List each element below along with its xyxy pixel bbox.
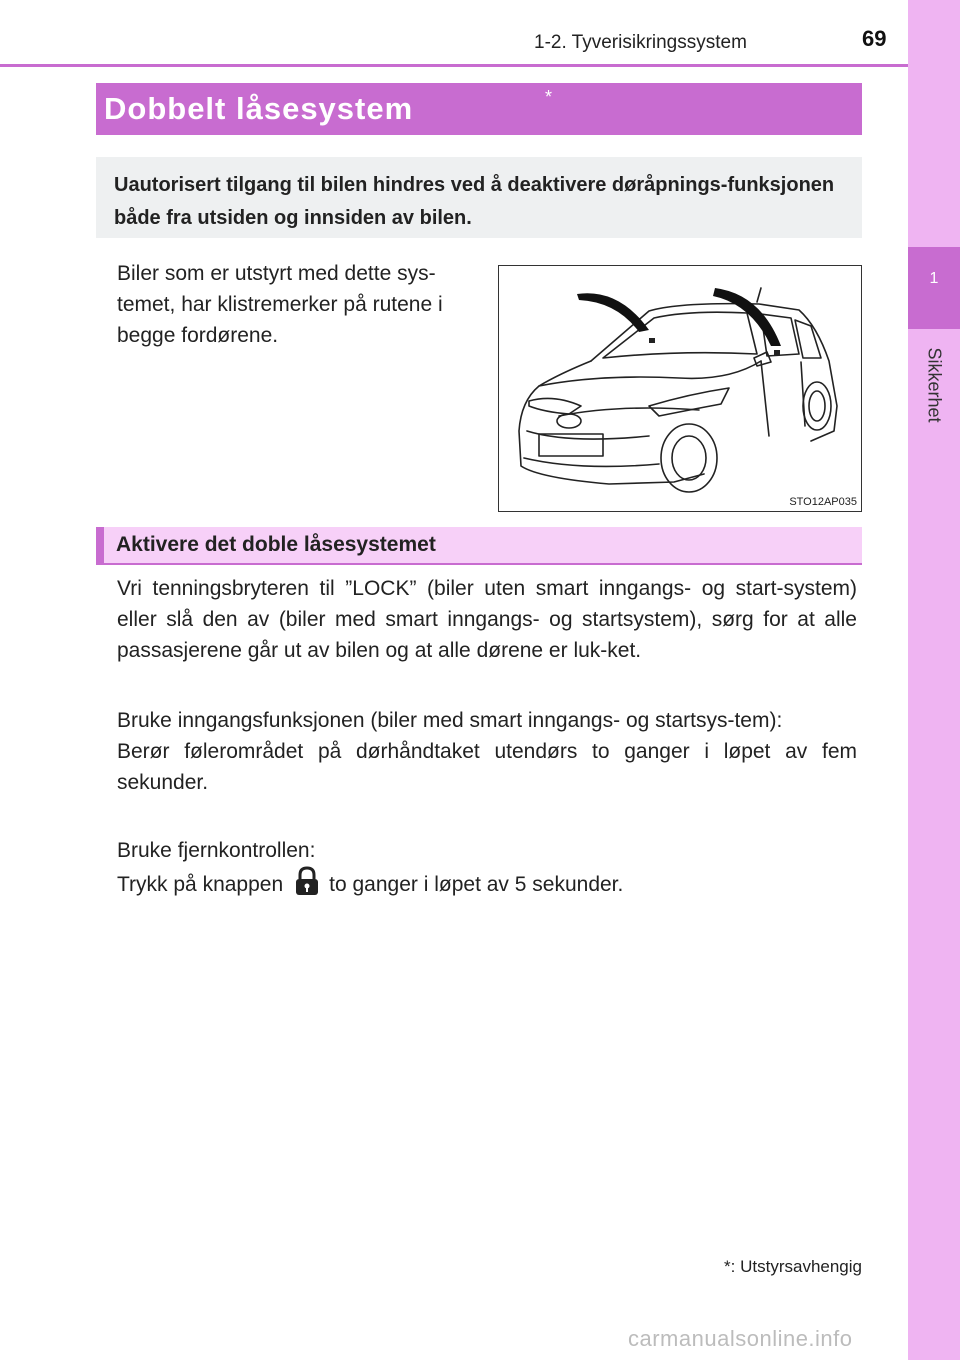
remote-instruction <box>117 866 857 905</box>
title-bar <box>96 83 862 135</box>
entry-function-paragraph <box>117 705 857 798</box>
remote-heading: Bruke fjernkontrollen: <box>117 839 316 862</box>
footnote <box>700 1257 862 1277</box>
title-asterisk: * <box>545 87 553 107</box>
car-figure <box>498 265 862 512</box>
chapter-number: 1 <box>929 270 939 287</box>
ignition-paragraph: Vri tenningsbryteren til ”LOCK” (biler uten smart inngangs- og start-system) eller slå den av (biler med smart inngangs- og startsystem), sørg for at alle passasjerene går ut av bilen og at alle dørene er luk-ket. <box>117 577 857 662</box>
remote-paragraph <box>117 835 857 905</box>
side-strip <box>908 0 960 1360</box>
watermark: carmanualsonline.info <box>628 1326 853 1351</box>
chapter-label: Sikkerhet <box>924 347 945 423</box>
footnote-asterisk: * <box>724 1257 731 1276</box>
figure-code: STO12AP035 <box>789 496 857 508</box>
entry-function-heading: Bruke inngangsfunksjonen (biler med smart inngangs- og startsys-tem): <box>117 709 783 732</box>
subsection-bar <box>96 527 862 565</box>
lock-icon <box>295 866 319 905</box>
car-illustration <box>499 266 861 511</box>
chapter-tab <box>908 247 960 329</box>
page-title: Dobbelt låsesystem <box>104 91 414 126</box>
remote-instruction-before: Trykk på knappen <box>117 873 284 897</box>
sticker-paragraph: Biler som er utstyrt med dette sys-temet, har klistremerker på rutene i begge fordørene. <box>117 262 443 347</box>
entry-function-text: Berør følerområdet på dørhåndtaket utendørs to ganger i løpet av fem sekunder. <box>117 740 857 794</box>
intro-text: Uautorisert tilgang til bilen hindres ved å deaktivere døråpnings-funksjonen både fra utsiden og innsiden av bilen. <box>114 174 835 229</box>
footnote-text: : Utstyrsavhengig <box>730 1257 862 1276</box>
page-number: 69 <box>862 26 887 51</box>
section-reference: 1-2. Tyverisikringssystem <box>534 32 747 53</box>
header-divider <box>0 64 908 67</box>
subsection-title: Aktivere det doble låsesystemet <box>116 533 436 556</box>
remote-instruction-after: to ganger i løpet av 5 sekunder. <box>329 873 624 897</box>
intro-box <box>96 157 862 238</box>
